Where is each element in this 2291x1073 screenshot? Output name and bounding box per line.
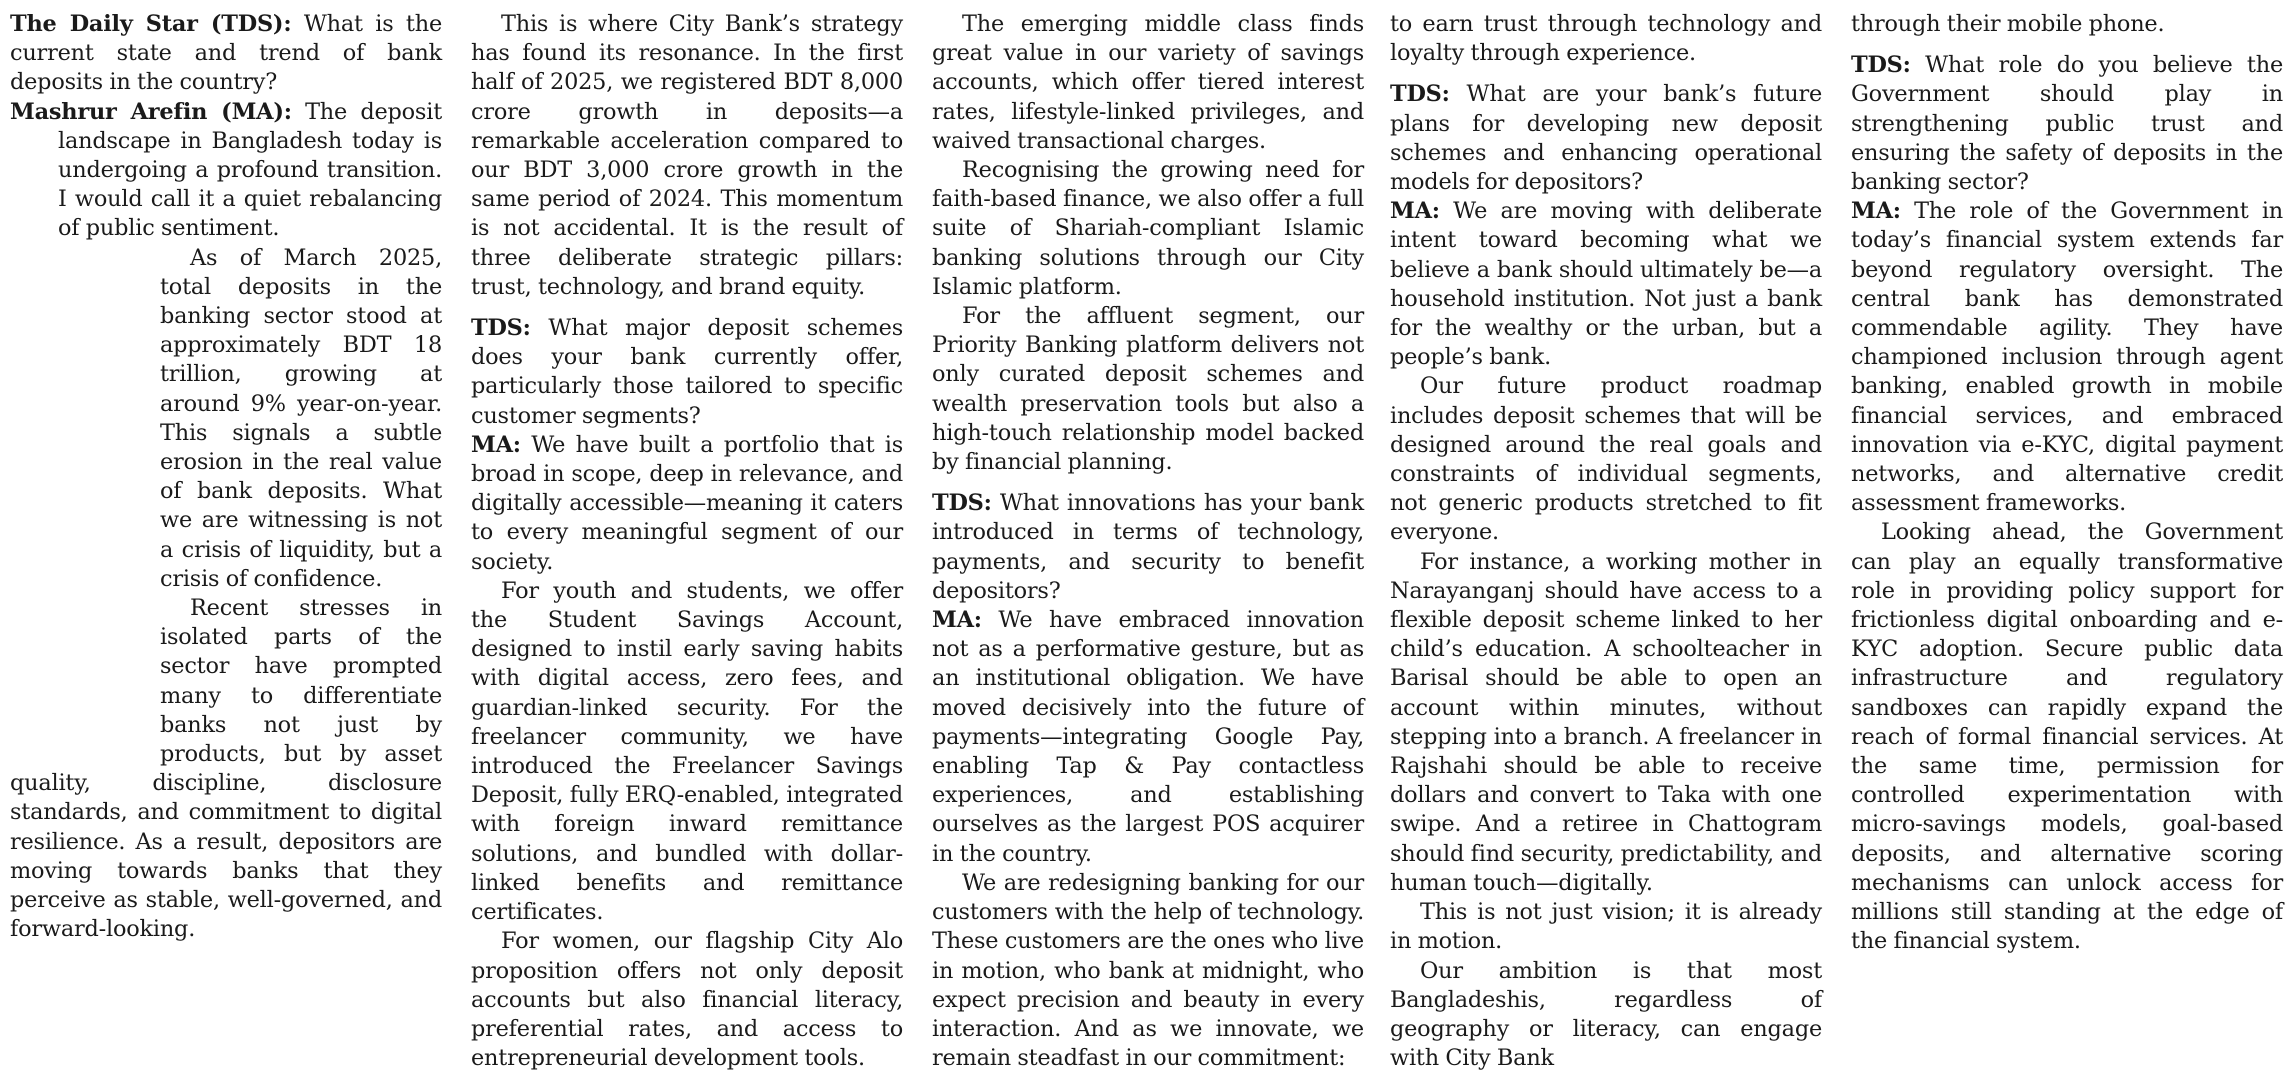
body-paragraph: to earn trust through technology and loyalty through experience. (1390, 10, 1822, 68)
question-paragraph (1390, 80, 1822, 197)
body-paragraph: Recognising the growing need for faith-based finance, we also offer a full suite of Shariah-compliant Islamic banking solutions through our City Islamic platform. (932, 156, 1364, 302)
answer-paragraph (1390, 197, 1822, 372)
question-paragraph (932, 489, 1364, 606)
answer-text: The role of the Government in today’s financial system extends far beyond regulatory oversight. The central bank has demonstrated commendable agility. They have championed inclusion through agent banking, enabled growth in mobile financial services, and embraced innovation via e-KYC, digital payment networks, and alternative credit assessment frameworks. (1851, 198, 2283, 516)
answer-text: The deposit landscape in Bangladesh today is undergoing a profound transition. I would call it a quiet rebalancing of public sentiment. (58, 99, 442, 242)
question-paragraph (10, 10, 442, 98)
image-wrap-space (10, 244, 150, 752)
answer-text: We are moving with deliberate intent toward becoming what we believe a bank should ultimately be—a household institution. Not just a bank for the wealthy or the urban, but a people’s bank. (1390, 198, 1822, 370)
article-column-3 (932, 10, 1364, 1073)
answer-paragraph (471, 431, 903, 577)
speaker-label: Mashrur Arefin (MA): (10, 99, 292, 125)
question-text: What major deposit schemes does your bank currently offer, particularly those tailored to specific customer segments? (471, 315, 903, 429)
speaker-label: TDS: (471, 315, 531, 341)
body-paragraph: Our future product roadmap includes deposit schemes that will be designed around the real goals and constraints of individual segments, not generic products stretched to fit everyone. (1390, 372, 1822, 547)
body-paragraph: Our ambition is that most Bangladeshis, regardless of geography or literacy, can engage with City Bank (1390, 957, 1822, 1073)
answer-paragraph (932, 606, 1364, 869)
body-paragraph: This is where City Bank’s strategy has found its resonance. In the first half of 2025, we registered BDT 8,000 crore growth in deposits—a remarkable acceleration compared to our BDT 3,000 crore growth in the same period of 2024. This momentum is not accidental. It is the result of three deliberate strategic pillars: trust, technology, and brand equity. (471, 10, 903, 302)
article-column-1 (10, 10, 442, 945)
body-paragraph: For instance, a working mother in Narayanganj should have access to a flexible deposit scheme linked to her child’s education. A schoolteacher in Barisal should be able to open an account within minutes, without stepping into a branch. A freelancer in Rajshahi should be able to receive dollars and convert to Taka with one swipe. And a retiree in Chattogram should find security, predictability, and human touch—digitally. (1390, 548, 1822, 898)
body-paragraph: Looking ahead, the Government can play an equally transformative role in providing policy support for frictionless digital onboarding and e-KYC adoption. Secure public data infrastructure and regulatory sandboxes can rapidly expand the reach of formal financial services. At the same time, permission for controlled experimentation with micro-savings models, goal-based deposits, and alternative scoring mechanisms can unlock access for millions still standing at the edge of the financial system. (1851, 518, 2283, 956)
body-paragraph: For youth and students, we offer the Student Savings Account, designed to instil early saving habits with digital access, zero fees, and guardian-linked security. For the freelancer community, we have introduced the Freelancer Savings Deposit, fully ERQ-enabled, integrated with foreign inward remittance solutions, and bundled with dollar-linked benefits and remittance certificates. (471, 577, 903, 927)
article-column-5 (1851, 10, 2283, 957)
speaker-label: MA: (1390, 198, 1440, 224)
body-paragraph: For women, our flagship City Alo proposition offers not only deposit accounts but also financial literacy, preferential rates, and access to entrepreneurial development tools. (471, 927, 903, 1073)
body-paragraph: Recent stresses in isolated parts of the sector have prompted many to differentiate banks not just by products, but by asset quality, discipline, disclosure standards, and commitment to digital resilience. As a result, depositors are moving towards banks that they perceive as stable, well-governed, and forward-looking. (10, 594, 442, 944)
body-paragraph: This is not just vision; it is already in motion. (1390, 898, 1822, 956)
body-paragraph: For the affluent segment, our Priority Banking platform delivers not only curated deposit schemes and wealth preservation tools but also a high-touch relationship model backed by financial planning. (932, 302, 1364, 477)
speaker-label: TDS: (1390, 81, 1450, 107)
article-column-2 (471, 10, 903, 1073)
speaker-label: TDS: (1851, 52, 1911, 78)
question-text: What is the current state and trend of bank deposits in the country? (10, 11, 442, 95)
question-paragraph (1851, 51, 2283, 197)
question-paragraph (471, 314, 903, 431)
answer-paragraph (1851, 197, 2283, 518)
speaker-label: The Daily Star (TDS): (10, 11, 291, 37)
question-text: What role do you believe the Government should play in strengthening public trust and ensuring the safety of deposits in the banking sector? (1851, 52, 2283, 195)
body-paragraph: The emerging middle class finds great value in our variety of savings accounts, which offer tiered interest rates, lifestyle-linked privileges, and waived transactional charges. (932, 10, 1364, 156)
answer-paragraph (10, 98, 442, 244)
answer-text: We have embraced innovation not as a performative gesture, but as an institutional obligation. We have moved decisively into the future of payments—integrating Google Pay, enabling Tap & Pay contactless experiences, and establishing ourselves as the largest POS acquirer in the country. (932, 607, 1364, 867)
body-paragraph: We are redesigning banking for our customers with the help of technology. These customers are the ones who live in motion, who bank at midnight, who expect precision and beauty in every interaction. And as we innovate, we remain steadfast in our commitment: (932, 869, 1364, 1073)
speaker-label: MA: (932, 607, 982, 633)
article-column-4 (1390, 10, 1822, 1073)
body-paragraph: As of March 2025, total deposits in the banking sector stood at approximately BDT 18 trillion, growing at around 9% year-on-year. This signals a subtle erosion in the real value of bank deposits. What we are witnessing is not a crisis of liquidity, but a crisis of confidence. (10, 244, 442, 594)
question-text: What are your bank’s future plans for developing new deposit schemes and enhancing operational models for depositors? (1390, 81, 1822, 195)
question-text: What innovations has your bank introduced in terms of technology, payments, and security to benefit depositors? (932, 490, 1364, 604)
answer-text: We have built a portfolio that is broad in scope, deep in relevance, and digitally accessible—meaning it caters to every meaningful segment of our society. (471, 432, 903, 575)
speaker-label: MA: (471, 432, 521, 458)
speaker-label: MA: (1851, 198, 1901, 224)
speaker-label: TDS: (932, 490, 992, 516)
body-paragraph: through their mobile phone. (1851, 10, 2283, 39)
